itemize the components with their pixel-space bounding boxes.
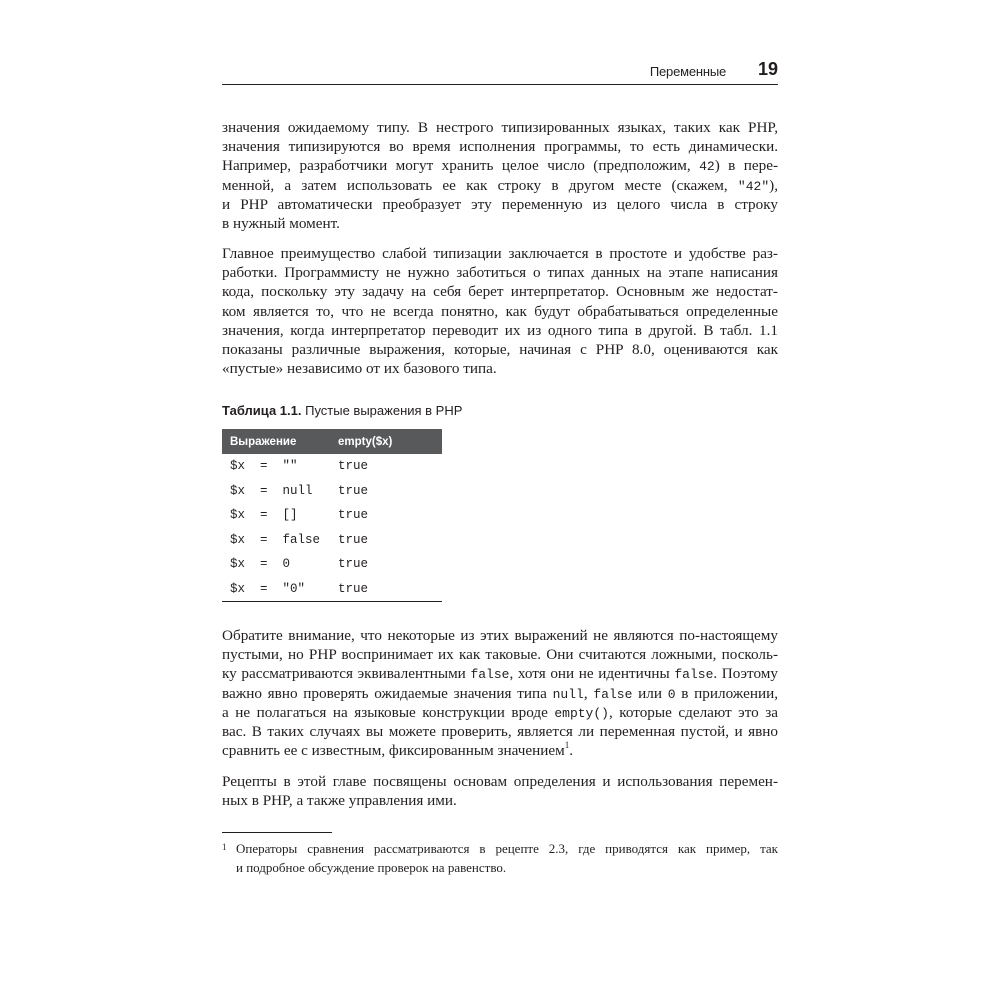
text-line: и PHP автоматически преобразует эту переменную из целого числа в строку	[222, 195, 778, 213]
expression-cell: $x = "0"	[222, 577, 330, 602]
table-header-row	[222, 429, 442, 454]
text-run: ку рассматриваются эквивалентными	[222, 665, 471, 683]
paragraph-4	[222, 772, 778, 810]
table-row	[222, 479, 442, 504]
column-header-expression: Выражение	[222, 429, 330, 454]
footnote-line: Операторы сравнения рассматриваются в рецепте 2.3, где приводятся как пример, так	[236, 841, 778, 856]
text-run: ),	[769, 176, 778, 194]
text-line	[222, 684, 778, 703]
text-line: значения, когда интерпретатор переводит их из одного типа в другой. В табл. 1.1	[222, 321, 778, 339]
text-run: а не полагаться на языковые конструкции вроде	[222, 703, 555, 721]
footnote-line: и подробное обсуждение проверок на равенство.	[236, 859, 507, 875]
text-run: , которые сделают это за	[608, 703, 778, 721]
footnote-number: 1	[222, 842, 227, 852]
text-run: сравнить ее с известным, фиксированным значением	[222, 742, 565, 760]
footnote-ref: 1	[564, 740, 570, 751]
chapter-title: Переменные	[649, 64, 726, 79]
expression-cell: $x = ""	[230, 459, 298, 474]
table-caption-text: Пустые выражения в PHP	[301, 403, 463, 418]
inline-code: false	[674, 667, 714, 683]
expression-cell: $x = false	[230, 532, 321, 547]
text-run: , хотя они не идентичны	[509, 665, 675, 683]
running-header	[222, 58, 778, 85]
inline-code: "42"	[737, 178, 770, 194]
text-run: в приложении,	[675, 684, 778, 702]
text-run: . Поэтому	[713, 665, 779, 683]
table-row	[222, 454, 442, 479]
text-line: вас. В таких случаях вы можете проверить, является ли переменная пустой, и явно	[222, 722, 778, 740]
table-row	[222, 577, 442, 602]
page-number: 19	[757, 59, 778, 79]
text-line	[222, 703, 778, 722]
result-cell: true	[330, 577, 442, 602]
text-line: Рецепты в этой главе посвящены основам определения и использования перемен-	[222, 773, 778, 790]
text-run: ) в пере-	[714, 157, 779, 175]
text-line: значения типизируются во время исполнения программы, то есть динамически.	[222, 138, 778, 156]
inline-code: false	[470, 667, 510, 683]
expression-cell: $x = 0	[230, 557, 291, 572]
table-row	[222, 552, 442, 577]
text-line: работки. Программисту не нужно заботиться о типах данных на этапе написания	[222, 264, 778, 282]
text-run: Например, разработчики могут хранить целое число (предположим,	[222, 157, 700, 175]
text-line: пустыми, но PHP воспринимает их как таковые. Они считаются ложными, посколь-	[222, 646, 778, 664]
result-cell: true	[338, 459, 369, 474]
text-line	[222, 156, 778, 175]
text-line: ком является то, что не всегда понятно, как будут обрабатываться определенные	[222, 302, 778, 320]
text-line	[222, 664, 778, 683]
inline-code: 0	[667, 686, 676, 702]
table-caption	[222, 403, 462, 418]
footnote-rule	[222, 832, 332, 833]
inline-code: 42	[699, 159, 715, 175]
result-cell: true	[338, 483, 369, 498]
text-run: ,	[583, 684, 594, 702]
paragraph-2	[222, 244, 778, 378]
text-line: ных в PHP, а также управления ими.	[222, 792, 457, 810]
inline-code: false	[593, 686, 633, 702]
empty-expressions-table	[222, 429, 442, 602]
result-cell: true	[338, 508, 369, 523]
expression-cell: $x = []	[230, 508, 298, 523]
text-line: в нужный момент.	[222, 214, 340, 232]
column-header-empty: empty($x)	[330, 429, 442, 454]
text-line: Обратите внимание, что некоторые из этих выражений не являются по-настоящему	[222, 627, 778, 644]
inline-code: null	[552, 686, 584, 702]
expression-cell: $x = null	[230, 483, 313, 498]
text-run: менной, а затем использовать ее как строку в другом месте (скажем,	[222, 176, 738, 194]
table-row	[222, 503, 442, 528]
text-run: .	[569, 742, 574, 760]
table-caption-label: Таблица 1.1.	[222, 403, 302, 418]
footnote	[222, 840, 778, 877]
text-run: или	[632, 684, 668, 702]
text-line: кода, поскольку эту задачу на себя берет интерпретатор. Основным же недостат-	[222, 283, 778, 301]
paragraph-3	[222, 626, 778, 760]
text-line: «пустые» независимо от их базового типа.	[222, 360, 497, 378]
text-line: значения ожидаемому типу. В нестрого типизированных языках, таких как PHP,	[222, 119, 778, 136]
paragraph-1	[222, 118, 778, 233]
text-run: важно явно проверять ожидаемые значения типа	[222, 684, 553, 702]
text-line	[222, 741, 778, 760]
text-line	[222, 176, 778, 195]
inline-code: empty()	[554, 705, 609, 721]
text-line: Главное преимущество слабой типизации заключается в простоте и удобстве раз-	[222, 245, 778, 262]
text-line: показаны различные выражения, которые, начиная с PHP 8.0, оцениваются как	[222, 340, 778, 358]
result-cell: true	[338, 532, 369, 547]
table-row	[222, 528, 442, 553]
result-cell: true	[338, 557, 369, 572]
